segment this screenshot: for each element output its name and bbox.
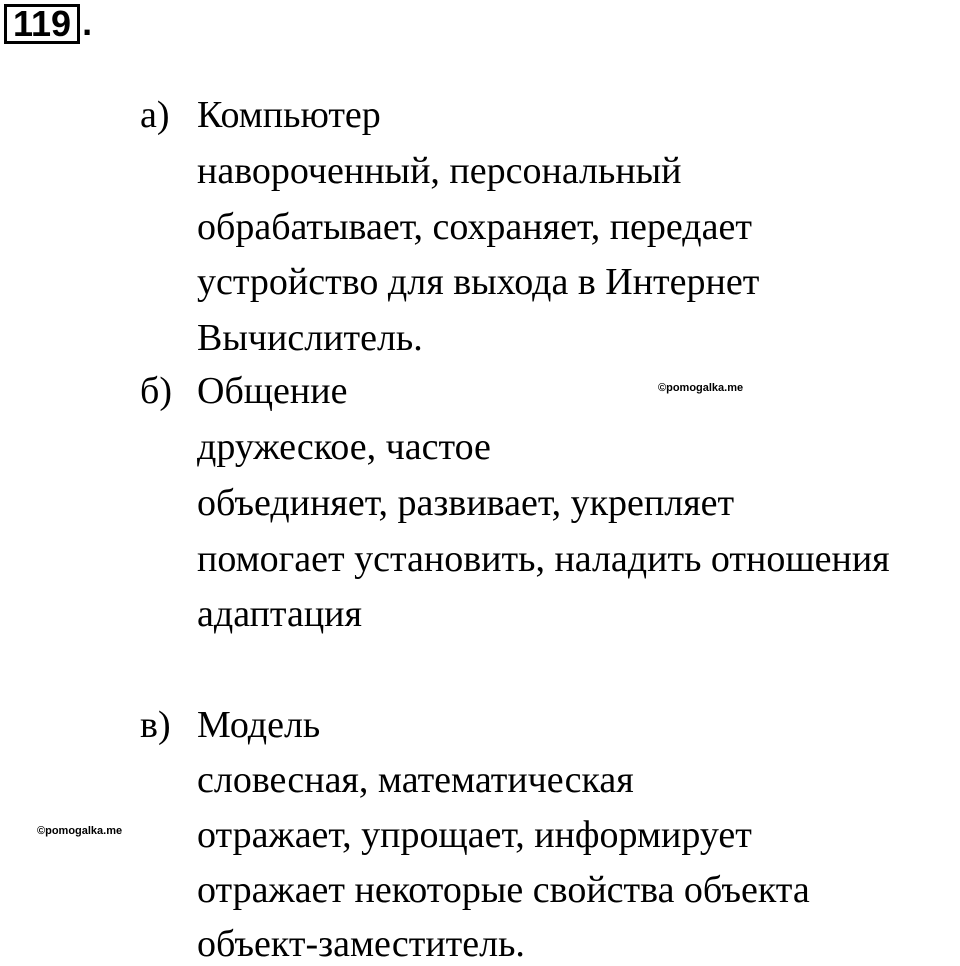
task-number-box: 119 (4, 4, 80, 44)
watermark-text: ©pomogalka.me (658, 382, 744, 394)
section-a-line-1: Компьютер (197, 94, 381, 136)
section-a-line-4: устройство для выхода в Интернет (197, 261, 760, 303)
section-c-line-3: отражает, упрощает, информирует (197, 814, 752, 856)
task-number-dot: . (82, 2, 93, 43)
section-a-line-3: обрабатывает, сохраняет, передает (197, 206, 752, 248)
section-a-line-2: навороченный, персональный (197, 150, 682, 192)
section-c-line-5: объект-заместитель. (197, 923, 525, 965)
section-b-line-1: Общение (197, 370, 348, 412)
section-b-marker: б) (140, 370, 172, 412)
section-c-line-1: Модель (197, 704, 321, 746)
section-a-marker: а) (140, 94, 170, 136)
section-c-line-2: словесная, математическая (197, 759, 634, 801)
section-c-marker: в) (140, 704, 171, 746)
section-b-line-5: адаптация (197, 593, 362, 635)
section-b-line-4: помогает установить, наладить отношения (197, 538, 890, 580)
section-a-line-5: Вычислитель. (197, 317, 423, 359)
section-c-line-4: отражает некоторые свойства объекта (197, 869, 810, 911)
watermark-text: ©pomogalka.me (37, 825, 123, 837)
section-b-line-3: объединяет, развивает, укрепляет (197, 482, 735, 524)
task-number (4, 2, 92, 44)
section-b-line-2: дружеское, частое (197, 426, 491, 468)
